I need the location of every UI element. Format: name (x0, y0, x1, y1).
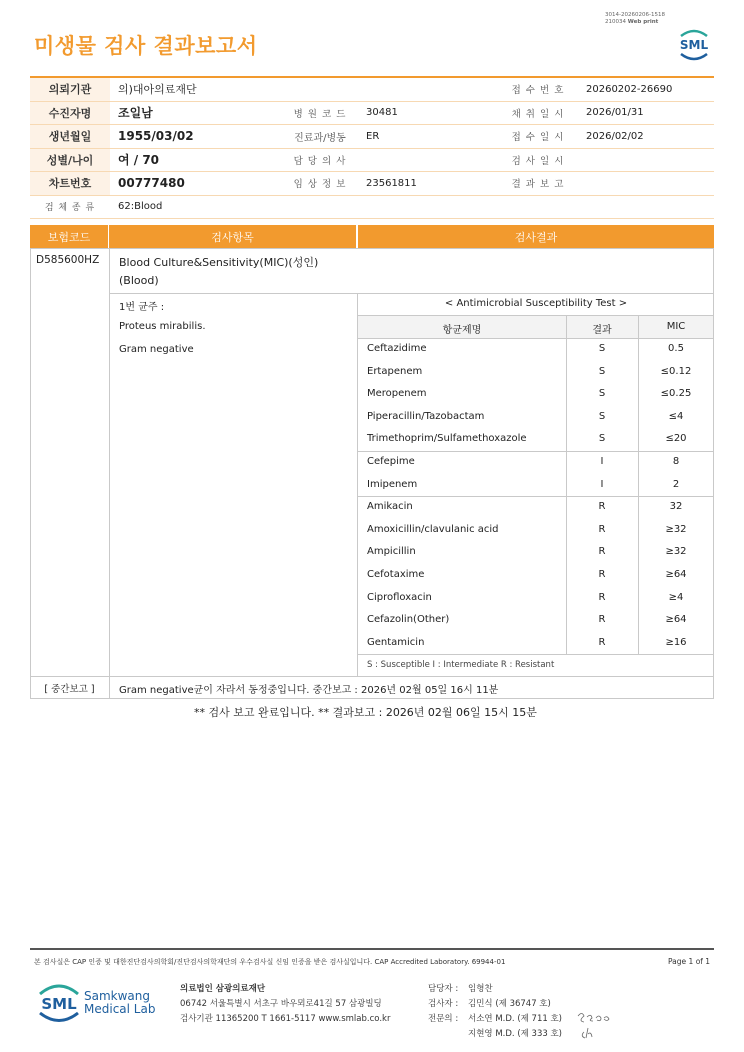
code-column-line (109, 248, 110, 698)
patient-value: 여 / 70 (110, 148, 282, 172)
item-column-line (357, 293, 358, 676)
patient-label: 수진자명 (30, 101, 110, 125)
header-test-item: 검사항목 (109, 225, 356, 248)
result-section (30, 225, 714, 720)
receipt-value: 2026/02/02 (578, 125, 714, 149)
signatures (574, 1008, 614, 1046)
result-top-line (30, 248, 714, 249)
gram-stain: Gram negative (119, 344, 194, 355)
sml-logo-footer-icon (36, 980, 82, 1026)
mic-column-line (638, 315, 639, 654)
patient-label: 생년월일 (30, 125, 110, 149)
drug-name: Ertapenem (367, 365, 423, 377)
drug-name: Amoxicillin/clavulanic acid (367, 523, 499, 535)
drug-mic: ≤0.12 (660, 365, 692, 377)
drug-mic: ≤4 (668, 410, 684, 422)
drug-mic: 0.5 (668, 343, 684, 354)
lab-name-line2: Medical Lab (84, 1002, 156, 1016)
right-border (713, 248, 714, 698)
org-name: 의료법인 삼광의료재단 (180, 984, 266, 994)
drug-name: Cefotaxime (367, 569, 425, 580)
patient-label: 성별/나이 (30, 148, 110, 172)
drug-result: S (598, 343, 606, 354)
patient-value: 1955/03/02 (110, 125, 282, 149)
insurance-code: D585600HZ (36, 254, 100, 266)
hospital-label (282, 77, 358, 101)
receipt-label: 채 취 일 시 (498, 101, 578, 125)
drug-result: R (598, 523, 606, 535)
result-bottom-line (30, 698, 714, 699)
drug-name: Gentamicin (367, 636, 425, 648)
receipt-label: 결 과 보 고 (498, 172, 578, 196)
test-specimen: (Blood) (119, 274, 159, 287)
drug-name: Cefazolin(Other) (367, 614, 450, 626)
patient-value: 조일남 (110, 101, 282, 125)
left-border (30, 248, 31, 698)
drug-result: I (600, 478, 604, 490)
final-report-text: ** 검사 보고 완료입니다. ** 결과보고 : 2026년 02월 06일 15시 15분 (194, 706, 537, 720)
hospital-value: ER (358, 125, 498, 149)
hospital-label: 임 상 정 보 (282, 172, 358, 196)
drug-name: Ampicillin (367, 546, 416, 558)
drug-mic: 32 (669, 501, 683, 513)
patient-value: 의)대아의료재단 (110, 77, 282, 101)
drug-name: Piperacillin/Tazobactam (367, 410, 485, 422)
sml-logo-icon (675, 27, 713, 63)
web-print-label: Web print (627, 19, 659, 25)
ast-col-mic: MIC (666, 321, 686, 332)
drug-result: R (598, 501, 606, 513)
ast-title-line (357, 315, 714, 316)
print-code (605, 12, 665, 26)
hospital-label: 병 원 코 드 (282, 101, 358, 125)
receipt-label: 접 수 일 시 (498, 125, 578, 149)
patient-row (30, 148, 714, 172)
drug-result: S (598, 388, 606, 400)
drug-result: R (598, 569, 606, 580)
drug-name: Ceftazidime (367, 343, 427, 354)
hospital-label: 진료과/병동 (282, 125, 358, 149)
drug-name: Ciprofloxacin (367, 591, 432, 603)
drug-mic: ≥4 (668, 591, 684, 603)
patient-value: 00777480 (110, 172, 282, 196)
hospital-value: 23561811 (358, 172, 498, 196)
patient-label: 의뢰기관 (30, 77, 110, 101)
drug-mic: ≥64 (665, 614, 687, 626)
hospital-value (358, 77, 498, 101)
strain-label: 1번 균주 : (119, 302, 165, 313)
drug-result: R (598, 591, 606, 603)
staff-in-charge-label: 담당자 : (428, 984, 459, 994)
specimen-label: 검 체 종 류 (30, 195, 110, 219)
cap-notice: 본 검사실은 CAP 인증 및 대한진단검사의학회/진단검사의학재단의 우수검사실 신임 인증을 받은 검사실입니다. CAP Accredited Laboratory. 69944-01 (34, 958, 506, 966)
ast-col-drug: 항균제명 (442, 325, 482, 336)
specialist-1: 서소연 M.D. (제 711 호) (468, 1014, 563, 1024)
organism-name: Proteus mirabilis. (119, 321, 206, 332)
interim-top-line (30, 676, 714, 677)
drug-mic: 2 (672, 478, 680, 490)
org-address: 06742 서울특별시 서초구 바우뫼로41길 57 삼광빌딩 (180, 999, 382, 1009)
drug-mic: ≥64 (665, 569, 687, 580)
drug-mic: ≤0.25 (660, 388, 692, 400)
specialist-label: 전문의 : (428, 1014, 459, 1024)
hospital-label: 담 당 의 사 (282, 148, 358, 172)
receipt-label: 접 수 번 호 (498, 77, 578, 101)
result-column-line (566, 315, 567, 654)
drug-name: Amikacin (367, 501, 413, 513)
signature-icon (574, 1008, 614, 1042)
receipt-value: 2026/01/31 (578, 101, 714, 125)
ast-title: < Antimicrobial Susceptibility Test > (444, 298, 628, 309)
sml-logo-top (675, 27, 713, 63)
page-number: Page 1 of 1 (668, 957, 711, 966)
tester-label: 검사자 : (428, 999, 459, 1009)
patient-row (30, 172, 714, 196)
group-line-1 (357, 451, 714, 452)
drug-result: R (598, 546, 606, 558)
drug-mic: ≥32 (665, 523, 687, 535)
lab-name (84, 990, 155, 1016)
sml-logo-footer (36, 980, 82, 1030)
header-insurance-code: 보험코드 (30, 225, 108, 248)
receipt-value (578, 148, 714, 172)
group-line-2 (357, 496, 714, 497)
receipt-value (578, 172, 714, 196)
staff-in-charge: 임형찬 (468, 984, 493, 994)
sml-logo-footer-text: SML (41, 995, 77, 1013)
drug-result: I (600, 456, 604, 467)
drug-name: Cefepime (367, 456, 415, 467)
receipt-label: 검 사 일 시 (498, 148, 578, 172)
ast-bottom-line (357, 654, 714, 655)
patient-row (30, 77, 714, 101)
org-contact: 검사기관 11365200 T 1661-5117 www.smlab.co.kr (180, 1014, 391, 1024)
drug-name: Imipenem (367, 478, 418, 490)
patient-row (30, 101, 714, 125)
drug-name: Trimethoprim/Sulfamethoxazole (367, 433, 527, 445)
drug-name: Meropenem (367, 388, 427, 400)
specimen-value: 62:Blood (110, 195, 714, 219)
drug-result: S (598, 365, 606, 377)
footer-divider (30, 948, 714, 950)
drug-result: R (598, 614, 606, 626)
tester: 김민식 (제 36747 호) (468, 999, 551, 1009)
drug-mic: ≤20 (665, 433, 687, 445)
receipt-value: 20260202-26690 (578, 77, 714, 101)
hospital-value (358, 148, 498, 172)
patient-row (30, 125, 714, 149)
patient-label: 차트번호 (30, 172, 110, 196)
header-test-result: 검사결과 (358, 225, 714, 248)
print-code-line1: 3014-20260206-1518 (605, 12, 665, 18)
drug-mic: 8 (672, 456, 680, 467)
ast-legend: S : Susceptible I : Intermediate R : Resistant (367, 660, 555, 671)
interim-label: [ 중간보고 ] (44, 684, 95, 696)
specimen-row (30, 195, 714, 219)
ast-col-result: 결과 (592, 325, 612, 336)
print-code-line2 (605, 19, 665, 26)
drug-mic: ≥32 (665, 546, 687, 558)
specialist-2: 지현영 M.D. (제 333 호) (468, 1029, 563, 1039)
lab-name-line1: Samkwang (84, 989, 150, 1003)
drug-result: S (598, 410, 606, 422)
report-title: 미생물 검사 결과보고서 (34, 34, 258, 58)
drug-result: R (598, 636, 606, 648)
interim-text: Gram negative균이 자라서 동정중입니다. 중간보고 : 2026년 02월 05일 16시 11분 (119, 685, 499, 697)
test-name: Blood Culture&Sensitivity(MIC)(성인) (119, 256, 319, 269)
drug-mic: ≥16 (665, 636, 687, 648)
test-name-bottom-line (109, 293, 714, 294)
hospital-value: 30481 (358, 101, 498, 125)
drug-result: S (598, 433, 606, 445)
print-code-id: 210034 (605, 19, 626, 25)
patient-info-table (30, 76, 714, 219)
sml-logo-top-text: SML (679, 38, 709, 52)
ast-header-line (357, 338, 714, 339)
